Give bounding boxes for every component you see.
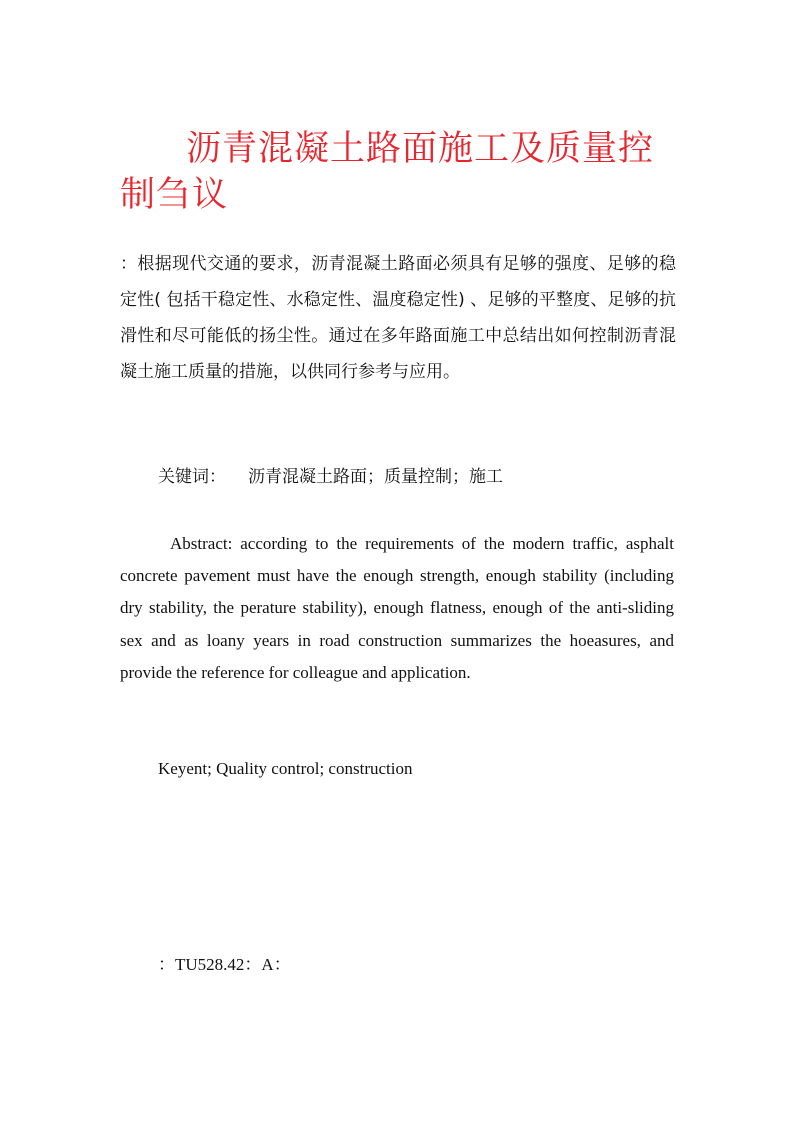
chinese-keywords-label: 关键词： (158, 467, 226, 487)
document-title: 沥青混凝土路面施工及质量控制刍议 (120, 129, 655, 215)
chinese-abstract: ：根据现代交通的要求，沥青混凝土路面必须具有足够的强度、足够的稳定性( 包括干稳定性、水稳定性、温度稳定性) 、足够的平整度、足够的抗滑性和尽可能低的扬尘性。通过在多年路面施工中总结出如何控制沥青混凝土施工质量的措施，以供同行参考与应用。 (120, 254, 676, 382)
classification-codes: ：TU528.42：A： (158, 955, 291, 974)
english-abstract: Abstract: according to the requirements of the modern traffic, asphalt concrete pavement must have the enough strength, enough stability (including dry stability, the perature stability), enough flatness, enough of the anti-sliding sex and as loany years in road construction summarizes the hoeasures, and provide the reference for colleague and application. (120, 534, 674, 682)
english-keywords: Keyent; Quality control; construction (158, 759, 413, 778)
chinese-keywords (158, 462, 678, 492)
chinese-keywords-text: 沥青混凝土路面；质量控制；施工 (248, 467, 503, 487)
